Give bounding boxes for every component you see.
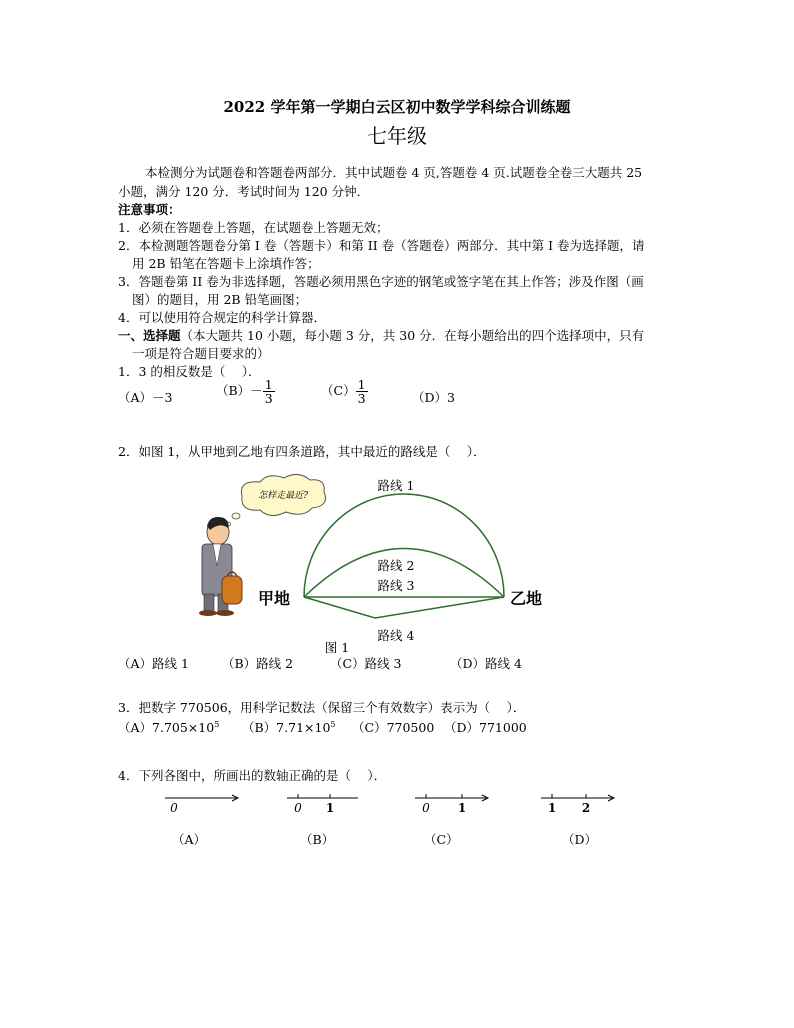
person-illustration	[199, 517, 242, 616]
axis-d-label-1: 1	[547, 801, 557, 814]
q3-option-a-base: （A）7.705×10	[118, 720, 215, 735]
q1-option-c-fraction	[356, 378, 368, 405]
bubble-text: 怎样走最近?	[258, 491, 308, 501]
note-item-3: 3．答题卷第 II 卷为非选择题，答题必须用黑色字迹的钢笔或签字笔在其上作答；涉及作图（画	[118, 274, 644, 289]
q1-option-d: （D）3	[412, 390, 455, 405]
note-item-2-cont: 用 2B 铅笔在答题卡上涂填作答；	[132, 256, 320, 271]
page-subtitle: 七年级	[367, 124, 427, 148]
q1-option-b-prefix: （B）－	[216, 383, 263, 398]
q3-option-d: （D）771000	[444, 720, 527, 735]
axis-a-label-0: 0	[170, 801, 178, 814]
figure-caption: 图 1	[324, 640, 350, 655]
number-line-a	[160, 790, 240, 814]
q1-option-c	[321, 378, 368, 405]
q3-option-b	[242, 718, 336, 736]
note-item-1: 1．必须在答题卷上答题，在试题卷上答题无效；	[118, 220, 389, 235]
note-item-4: 4．可以使用符合规定的科学计算器．	[118, 310, 326, 325]
intro-line-1: 本检测分为试题卷和答题卷两部分．其中试题卷 4 页,答题卷 4 页.试题卷全卷三大题共 25	[145, 165, 643, 180]
q1-b-denominator: 3	[264, 391, 273, 406]
route-3-label: 路线 3	[377, 578, 415, 593]
q3-stem: 3．把数字 770506，用科学记数法（保留三个有效数字）表示为（ ）．	[118, 700, 526, 715]
thought-bubble	[226, 474, 326, 526]
q1-option-b	[216, 378, 275, 405]
q1-option-a: （A）－3	[118, 390, 173, 405]
q3-option-b-exp: 5	[330, 719, 336, 729]
note-item-2: 2．本检测题答题卷分第 I 卷（答题卡）和第 II 卷（答题卷）两部分．其中第 I 卷为选择题，请	[118, 238, 645, 253]
axis-c-label-0: 0	[422, 801, 430, 814]
q4-label-d: （D）	[562, 832, 598, 847]
q4-label-c: （C）	[424, 832, 459, 847]
note-item-3-cont: 图）的题目，用 2B 铅笔画图；	[132, 292, 308, 307]
axis-b-label-1: 1	[325, 801, 335, 814]
start-label: 甲地	[258, 589, 291, 608]
number-line-d	[538, 790, 618, 814]
q1-option-b-fraction	[263, 378, 275, 405]
q4-label-b: （B）	[300, 832, 335, 847]
q2-stem: 2．如图 1，从甲地到乙地有四条道路，其中最近的路线是（ ）．	[118, 444, 486, 459]
q3-option-a	[118, 718, 219, 736]
q1-c-denominator: 3	[357, 391, 366, 406]
q1-stem: 1．3 的相反数是（ ）．	[118, 364, 261, 379]
number-line-b	[284, 790, 364, 814]
route-figure	[180, 470, 580, 660]
route-1-label: 路线 1	[377, 478, 415, 493]
number-line-c	[412, 790, 492, 814]
q1-b-numerator: 1	[264, 377, 273, 392]
page-title: 2022 学年第一学期白云区初中数学学科综合训练题	[223, 98, 571, 116]
route-4-polyline	[304, 597, 504, 618]
route-2-label: 路线 2	[377, 558, 415, 573]
q2-option-d: （D）路线 4	[450, 656, 522, 671]
axis-b-label-0: 0	[294, 801, 302, 814]
q3-option-c: （C）770500	[352, 720, 435, 735]
q2-option-a: （A）路线 1	[118, 656, 189, 671]
q3-option-a-exp: 5	[214, 719, 220, 729]
q4-stem: 4．下列各图中，所画出的数轴正确的是（ ）．	[118, 768, 387, 783]
q1-option-c-prefix: （C）	[321, 383, 356, 398]
axis-d-label-2: 2	[581, 801, 591, 814]
q1-c-numerator: 1	[357, 377, 366, 392]
section-1-desc: （本大题共 10 小题，每小题 3 分，共 30 分．在每小题给出的四个选择项中，只有	[180, 328, 645, 343]
section-1-desc-cont: 一项是符合题目要求的）	[132, 346, 270, 361]
axis-c-label-1: 1	[457, 801, 467, 814]
q3-option-b-base: （B）7.71×10	[242, 720, 331, 735]
end-label: 乙地	[510, 589, 543, 608]
route-4-label: 路线 4	[377, 628, 415, 643]
q2-option-c: （C）路线 3	[330, 656, 402, 671]
notes-heading: 注意事项：	[118, 202, 181, 217]
intro-line-2: 小题，满分 120 分．考试时间为 120 分钟．	[118, 184, 370, 199]
section-1-label: 一、选择题	[118, 328, 181, 343]
section-1-header	[118, 326, 644, 344]
q2-option-b: （B）路线 2	[222, 656, 294, 671]
q4-label-a: （A）	[172, 832, 207, 847]
